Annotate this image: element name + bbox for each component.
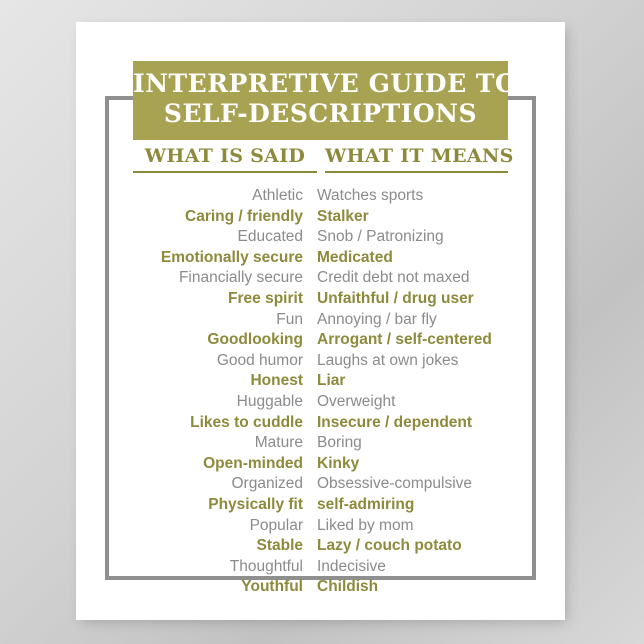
header-what-is-said: WHAT IS SAID — [133, 145, 317, 173]
cell-what-it-means: Snob / Patronizing — [317, 228, 444, 246]
cell-what-it-means: Indecisive — [317, 557, 386, 575]
table-row — [133, 187, 508, 208]
table-row — [133, 578, 508, 599]
table-row — [133, 331, 508, 352]
cell-what-is-said: Emotionally secure — [160, 248, 303, 266]
title-line-2: SELF-DESCRIPTIONS — [163, 99, 478, 128]
cell-what-it-means: Overweight — [317, 392, 396, 410]
table-row — [133, 228, 508, 249]
cell-what-it-means: Medicated — [317, 248, 393, 266]
cell-what-is-said: Caring / friendly — [185, 207, 303, 225]
cell-what-it-means: Unfaithful / drug user — [317, 289, 474, 307]
table-row — [133, 434, 508, 455]
table-row — [133, 414, 508, 435]
cell-what-is-said: Educated — [237, 228, 303, 246]
cell-what-is-said: Free spirit — [228, 289, 303, 307]
cell-what-is-said: Mature — [254, 434, 303, 452]
table-row — [133, 475, 508, 496]
cell-what-is-said: Honest — [250, 372, 303, 390]
cell-what-it-means: Liked by mom — [317, 516, 414, 534]
cell-what-it-means: Childish — [317, 578, 379, 596]
cell-what-is-said: Athletic — [252, 187, 303, 204]
cell-what-is-said: Popular — [249, 516, 303, 534]
guide-table — [133, 187, 508, 599]
table-row — [133, 249, 508, 270]
table-row — [133, 496, 508, 517]
cell-what-it-means: Boring — [317, 434, 362, 452]
cell-what-it-means: Credit debt not maxed — [317, 269, 470, 287]
cell-what-it-means: Watches sports — [317, 187, 424, 204]
cell-what-it-means: self-admiring — [317, 495, 415, 513]
table-row — [133, 393, 508, 414]
column-headers — [133, 145, 514, 173]
cell-what-is-said: Financially secure — [178, 269, 303, 287]
cell-what-it-means: Laughs at own jokes — [317, 351, 459, 369]
cell-what-it-means: Liar — [317, 372, 346, 390]
cell-what-is-said: Youthful — [241, 578, 303, 596]
cell-what-is-said: Fun — [276, 310, 303, 328]
cell-what-is-said: Thoughtful — [229, 557, 303, 575]
cell-what-is-said: Likes to cuddle — [190, 413, 303, 431]
title-banner — [133, 61, 518, 140]
table-row — [133, 208, 508, 229]
table-row — [133, 517, 508, 538]
table-row — [133, 290, 508, 311]
cell-what-is-said: Good humor — [216, 351, 303, 369]
cell-what-it-means: Insecure / dependent — [317, 413, 473, 431]
table-row — [133, 311, 508, 332]
cell-what-it-means: Obsessive-compulsive — [317, 475, 473, 493]
poster-content — [76, 22, 565, 620]
cell-what-it-means: Kinky — [317, 454, 360, 472]
cell-what-it-means: Lazy / couch potato — [317, 537, 462, 555]
cell-what-is-said: Open-minded — [203, 454, 303, 472]
cell-what-is-said: Organized — [231, 475, 303, 493]
cell-what-it-means: Arrogant / self-centered — [317, 331, 492, 349]
table-row — [133, 352, 508, 373]
cell-what-it-means: Annoying / bar fly — [317, 310, 437, 328]
table-row — [133, 537, 508, 558]
cell-what-is-said: Physically fit — [208, 495, 303, 513]
header-what-it-means: WHAT IT MEANS — [325, 145, 508, 173]
title-line-1: INTERPRETIVE GUIDE TO — [133, 69, 518, 98]
table-row — [133, 558, 508, 579]
table-row — [133, 372, 508, 393]
cell-what-is-said: Goodlooking — [207, 331, 303, 349]
table-row — [133, 269, 508, 290]
cell-what-is-said: Huggable — [236, 392, 303, 410]
table-row — [133, 455, 508, 476]
cell-what-it-means: Stalker — [317, 207, 369, 225]
cell-what-is-said: Stable — [256, 537, 303, 555]
